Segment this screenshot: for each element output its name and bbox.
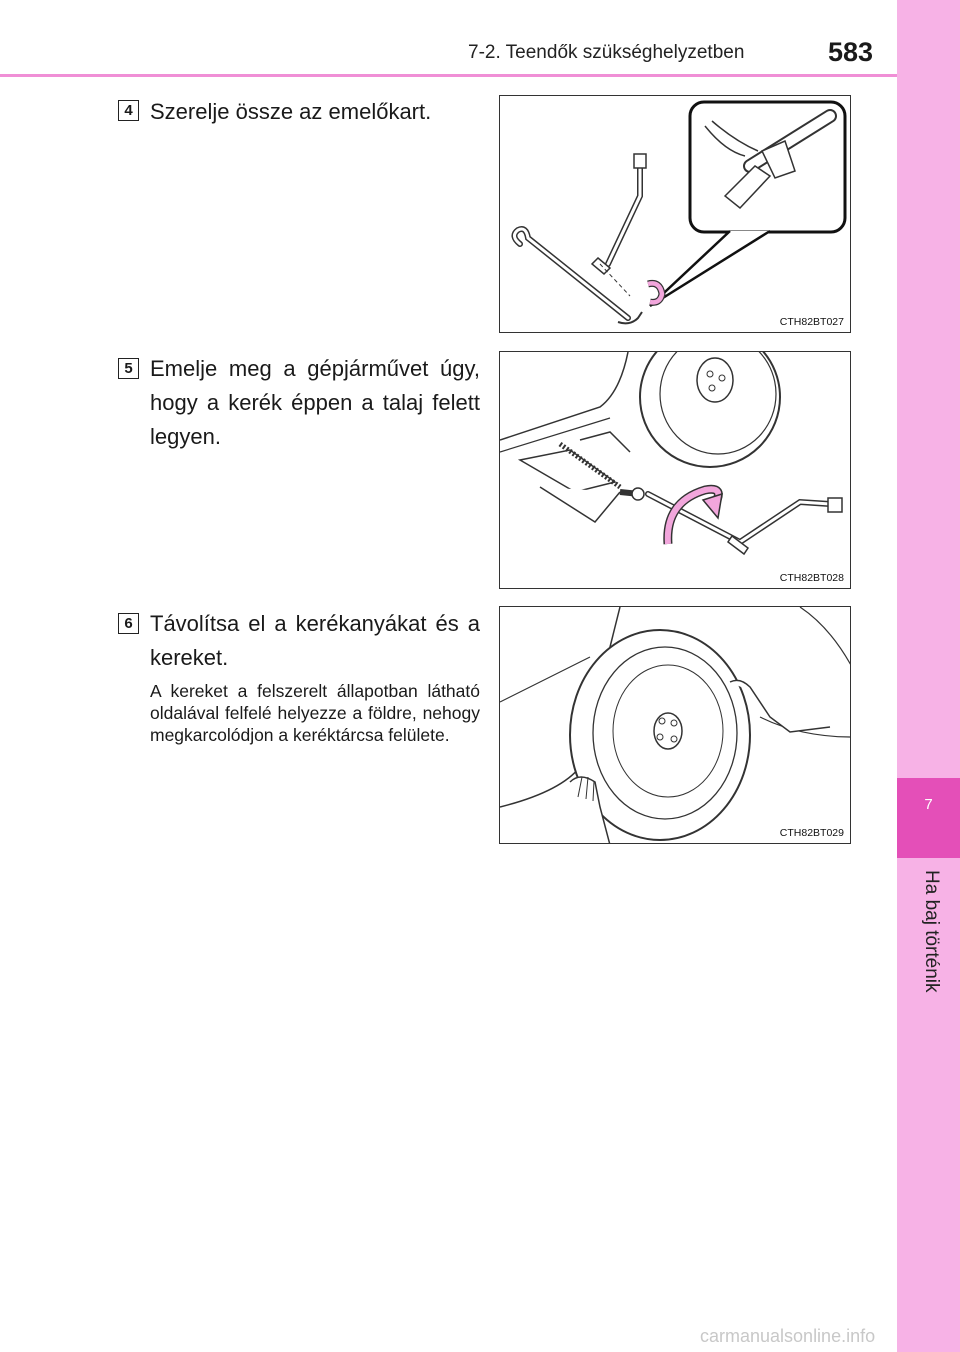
figure-code: CTH82BT029 xyxy=(779,827,844,839)
step-5-badge: 5 xyxy=(118,358,139,379)
step-4-text: Szerelje össze az emelőkart. xyxy=(150,99,432,124)
figure-raise-vehicle xyxy=(499,351,851,589)
figure-jack-handle-assembly xyxy=(499,95,851,333)
step-5-text: Emelje meg a gépjárművet úgy, hogy a kerék éppen a talaj felett legyen. xyxy=(150,356,480,449)
jack-handle-illustration xyxy=(500,96,851,333)
chapter-side-tab xyxy=(897,0,960,1352)
page-number: 583 xyxy=(828,37,874,67)
step-4-badge: 4 xyxy=(118,100,139,121)
step-6-badge: 6 xyxy=(118,613,139,634)
figure-code: CTH82BT028 xyxy=(779,572,844,584)
wheel-removal-illustration xyxy=(500,607,851,844)
step-6-text: Távolítsa el a kerékanyákat és a kereket. xyxy=(150,611,480,670)
chapter-label: Ha baj történik xyxy=(921,870,942,993)
header-rule xyxy=(0,74,897,77)
section-title: 7-2. Teendők szükséghelyzetben xyxy=(468,42,745,63)
step-6-note: A kereket a felszerelt állapotban látható oldalával felfelé helyezze a földre, nehogy megkarcolódjon a keréktárcsa felülete. xyxy=(150,681,480,745)
figure-code: CTH82BT027 xyxy=(779,316,844,328)
chapter-number: 7 xyxy=(924,796,933,813)
watermark: carmanualsonline.info xyxy=(700,1326,876,1346)
chapter-number-box xyxy=(897,778,960,858)
jack-raise-illustration xyxy=(500,352,851,589)
figure-remove-wheel xyxy=(499,606,851,844)
